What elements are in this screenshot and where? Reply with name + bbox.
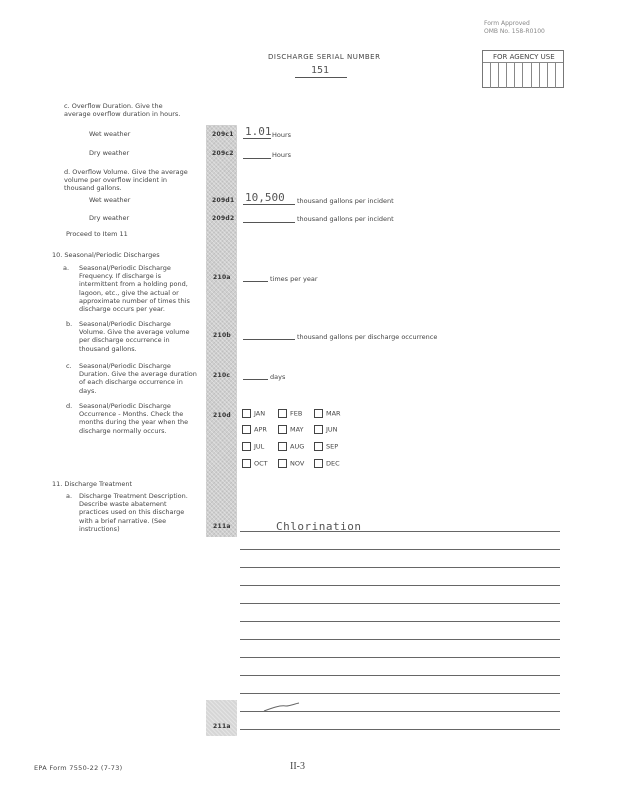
item-10d-letter: d.: [66, 402, 73, 410]
month-checkbox-jul[interactable]: JUL: [242, 442, 264, 451]
narrative-line: [240, 657, 560, 658]
code-209c1: 209c1: [212, 131, 234, 138]
approval-stamp-line2: OMB No. 158-R0100: [484, 28, 545, 35]
approval-stamp-line1: Form Approved: [484, 20, 530, 27]
volume-dry-label: Dry weather: [89, 214, 130, 222]
agency-use-cells: [483, 62, 563, 88]
item-10b-instructions: Seasonal/Periodic Discharge Volume. Give the average volume per discharge occurrence in thousand gallons.: [79, 320, 190, 353]
volume-dry-field[interactable]: [243, 213, 295, 223]
volume-wet-value: 10,500: [245, 191, 285, 204]
code-211a-bottom: 211a: [213, 723, 231, 730]
duration-days-field[interactable]: [243, 371, 268, 380]
item-10d-instructions: Seasonal/Periodic Discharge Occurrence - Months. Check the months during the year when the discharge normally occurs.: [79, 402, 189, 435]
volume-dry-unit: thousand gallons per incident: [297, 215, 394, 223]
checkbox-icon: [314, 459, 323, 468]
code-column: [206, 125, 237, 537]
item-10c-instructions: Seasonal/Periodic Discharge Duration. Give the average duration of each discharge occurrence in days.: [79, 362, 197, 395]
code-209c2: 209c2: [212, 150, 234, 157]
checkbox-icon: [278, 459, 287, 468]
form-id: EPA Form 7550-22 (7-73): [34, 764, 123, 772]
section-11-title: 11. Discharge Treatment: [52, 480, 133, 488]
month-checkbox-feb[interactable]: FEB: [278, 409, 302, 418]
page-number: II-3: [290, 761, 305, 772]
treatment-description-value: Chlorination: [276, 520, 362, 533]
code-211a: 211a: [213, 523, 231, 530]
section-10-title: 10. Seasonal/Periodic Discharges: [52, 251, 160, 259]
code-210a: 210a: [213, 274, 231, 281]
narrative-line: [240, 585, 560, 586]
item-10a-instructions: Seasonal/Periodic Discharge Frequency. If discharge is intermittent from a holding pond, lagoon, etc., give the actual or approximate number of times this discharge occurs per year.: [79, 264, 190, 314]
code-209d1: 209d1: [212, 197, 235, 204]
code-209d2: 209d2: [212, 215, 235, 222]
code-210d: 210d: [213, 412, 232, 419]
narrative-line: [240, 675, 560, 676]
month-checkbox-mar[interactable]: MAR: [314, 409, 341, 418]
narrative-line: [240, 621, 560, 622]
narrative-line: [240, 729, 560, 730]
duration-dry-label: Dry weather: [89, 149, 130, 157]
pen-mark-icon: [262, 700, 302, 714]
month-checkbox-jun[interactable]: JUN: [314, 425, 338, 434]
month-checkbox-apr[interactable]: APR: [242, 425, 267, 434]
checkbox-icon: [242, 409, 251, 418]
month-checkbox-dec[interactable]: DEC: [314, 459, 340, 468]
duration-wet-field[interactable]: [243, 125, 272, 139]
month-checkbox-oct[interactable]: OCT: [242, 459, 268, 468]
narrative-line: [240, 639, 560, 640]
serial-number-label: DISCHARGE SERIAL NUMBER: [268, 53, 381, 61]
volume-wet-label: Wet weather: [89, 196, 131, 204]
code-210c: 210c: [213, 372, 231, 379]
checkbox-icon: [242, 425, 251, 434]
duration-dry-unit: Hours: [272, 151, 292, 159]
narrative-line: [240, 567, 560, 568]
month-checkbox-sep[interactable]: SEP: [314, 442, 338, 451]
frequency-unit: times per year: [270, 275, 318, 283]
month-checkbox-jan[interactable]: JAN: [242, 409, 265, 418]
overflow-duration-instructions: c. Overflow Duration. Give the average overflow duration in hours.: [64, 102, 181, 119]
month-checkbox-may[interactable]: MAY: [278, 425, 304, 434]
checkbox-icon: [278, 442, 287, 451]
narrative-line: [240, 693, 560, 694]
duration-days-unit: days: [270, 373, 286, 381]
checkbox-icon: [242, 442, 251, 451]
discharge-volume-field[interactable]: [243, 331, 295, 340]
checkbox-icon: [314, 442, 323, 451]
item-10c-letter: c.: [66, 362, 72, 370]
item-11a-letter: a.: [66, 492, 73, 500]
checkbox-icon: [314, 425, 323, 434]
item-10b-letter: b.: [66, 320, 73, 328]
frequency-field[interactable]: [243, 273, 268, 282]
overflow-volume-instructions: d. Overflow Volume. Give the average volume per overflow incident in thousand gallons.: [64, 168, 188, 193]
item-11a-instructions: Discharge Treatment Description. Describe waste abatement practices used on this discharge with a brief narrative. (See instructions): [79, 492, 188, 533]
code-column-bottom: [206, 700, 237, 736]
month-checkbox-nov[interactable]: NOV: [278, 459, 304, 468]
narrative-line: [240, 549, 560, 550]
agency-use-box: [482, 50, 564, 88]
volume-wet-unit: thousand gallons per incident: [297, 197, 394, 205]
serial-number-field[interactable]: [295, 63, 347, 78]
checkbox-icon: [278, 409, 287, 418]
volume-wet-field[interactable]: [243, 191, 295, 205]
agency-use-label: FOR AGENCY USE: [493, 53, 555, 61]
narrative-line: [240, 531, 560, 532]
checkbox-icon: [314, 409, 323, 418]
item-10a-letter: a.: [63, 264, 70, 272]
checkbox-icon: [278, 425, 287, 434]
checkbox-icon: [242, 459, 251, 468]
serial-number-value: 151: [311, 65, 330, 76]
code-210b: 210b: [213, 332, 232, 339]
duration-dry-field[interactable]: [243, 149, 271, 159]
duration-wet-value: 1.01: [245, 125, 272, 138]
month-checkbox-aug[interactable]: AUG: [278, 442, 304, 451]
narrative-line: [240, 603, 560, 604]
duration-wet-unit: Hours: [272, 131, 292, 139]
discharge-volume-unit: thousand gallons per discharge occurrence: [297, 333, 438, 341]
proceed-instruction: Proceed to Item 11: [66, 230, 128, 238]
duration-wet-label: Wet weather: [89, 130, 131, 138]
